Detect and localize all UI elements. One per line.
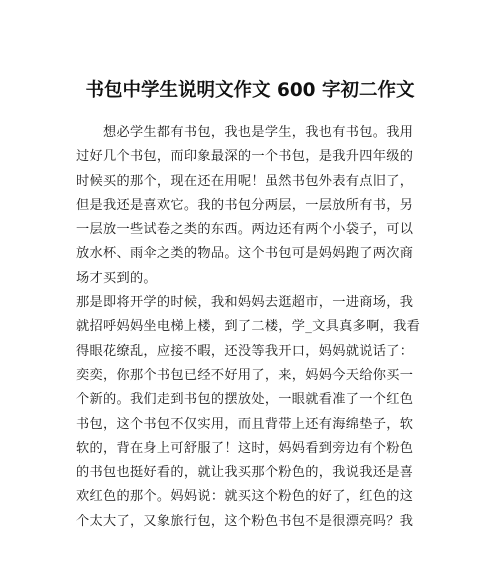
paragraph-line: 奕奕，你那个书包已经不好用了，来，妈妈今天给你买一 <box>76 367 414 383</box>
paragraph-line: 场才买到的。 <box>76 270 157 286</box>
paragraph-line: 的书包也挺好看的，就让我买那个粉色的，我说我还是喜 <box>76 465 414 481</box>
paragraph-line: 想必学生都有书包，我也是学生，我也有书包。我用 <box>76 125 414 140</box>
paragraph-line: 一层放一些试卷之类的东西。两边还有两个小袋子，可以 <box>76 222 414 238</box>
document-body <box>76 121 426 534</box>
document-title: 书包中学生说明文作文 600 字初二作文 <box>85 80 415 101</box>
paragraph-line: 时候买的那个，现在还在用呢！虽然书包外表有点旧了， <box>76 173 414 189</box>
paragraph-line: 就招呼妈妈坐电梯上楼，到了二楼，学_文具真多啊，我看 <box>76 319 421 335</box>
paragraph-line: 那是即将开学的时候，我和妈妈去逛超市，一进商场，我 <box>76 295 414 311</box>
paragraph-line: 欢红色的那个。妈妈说：就买这个粉色的好了，红色的这 <box>76 489 414 505</box>
paragraph-line: 书包，这个书包不仅实用，而且背带上还有海绵垫子，软 <box>76 416 414 432</box>
paragraph-line: 软的，背在身上可舒服了！这时，妈妈看到旁边有个粉色 <box>76 440 414 456</box>
paragraph-line: 放水杯、雨伞之类的物品。这个书包可是妈妈跑了两次商 <box>76 246 414 262</box>
paragraph-line: 得眼花缭乱，应接不暇，还没等我开口，妈妈就说话了： <box>76 343 414 359</box>
paragraph-line: 过好几个书包，而印象最深的一个书包，是我升四年级的 <box>76 149 414 165</box>
paragraph-line: 但是我还是喜欢它。我的书包分两层，一层放所有书，另 <box>76 197 414 213</box>
paragraph-line: 个新的。我们走到书包的摆放处，一眼就看准了一个红色 <box>76 392 414 408</box>
paragraph-line: 个太大了，又象旅行包，这个粉色书包不是很漂亮吗？我 <box>76 513 414 529</box>
